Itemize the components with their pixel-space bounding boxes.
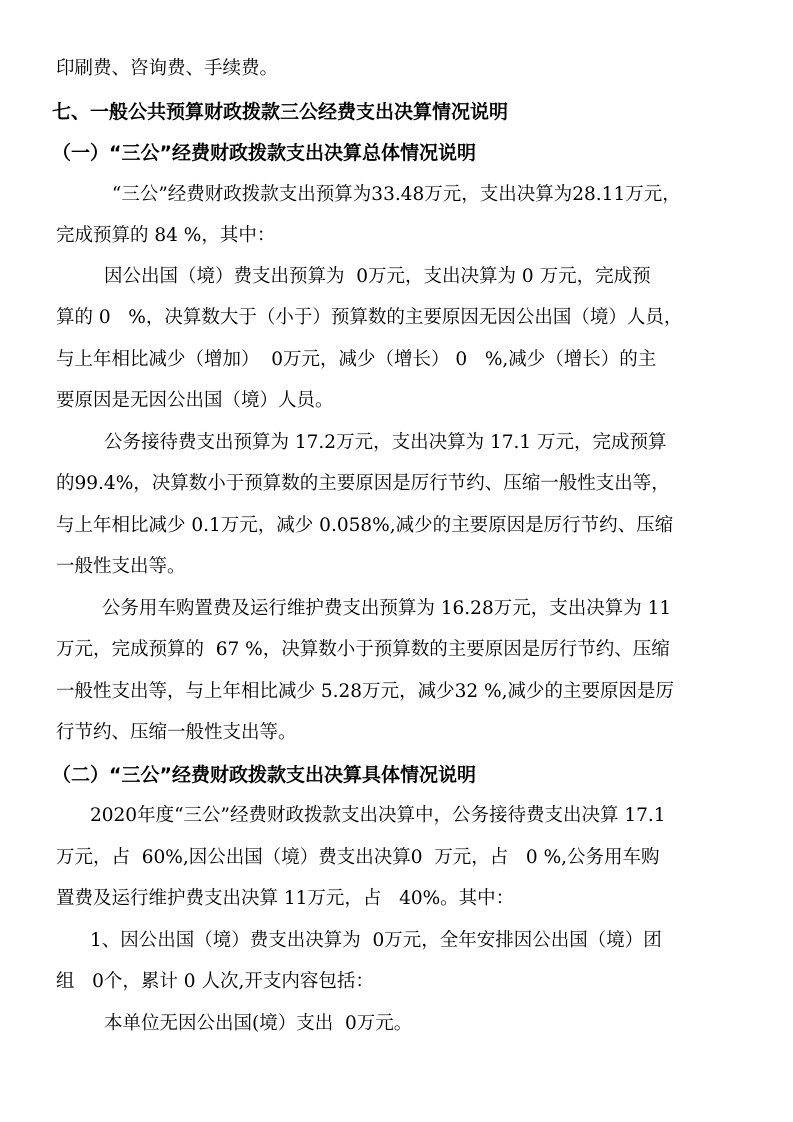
text-line-11: 的99.4%，决算数小于预算数的主要原因是厉行节约、压缩一般性支出等，	[56, 473, 670, 494]
subheading-1: （一）“三公”经费财政拨款支出决算总体情况说明	[52, 142, 476, 164]
text-line-24: 本单位无因公出国(境）支出 0万元。	[104, 1013, 413, 1034]
text-line-6: 因公出国（境）费支出预算为 0万元，支出决算为 0 万元，完成预	[104, 266, 651, 287]
text-line-12: 与上年相比减少 0.1万元，减少 0.058%,减少的主要原因是厉行节约、压缩	[56, 515, 674, 536]
text-line-19: 2020年度“三公”经费财政拨款支出决算中，公务接待费支出决算 17.1	[90, 805, 666, 826]
text-line-17: 行节约、压缩一般性支出等。	[56, 722, 297, 743]
text-line-1: 印刷费、咨询费、手续费。	[56, 58, 279, 79]
text-line-9: 要原因是无因公出国（境）人员。	[56, 390, 334, 411]
subheading-2: （二）“三公”经费财政拨款支出决算具体情况说明	[52, 764, 476, 786]
text-line-23: 组 0个，累计 0 人次,开支内容包括：	[56, 971, 374, 992]
text-line-4: “三公”经费财政拨款支出预算为33.48万元，支出决算为28.11万元，	[106, 184, 681, 205]
section-heading-7: 七、一般公共预算财政拨款三公经费支出决算情况说明	[52, 101, 509, 123]
text-line-7: 算的 0 %，决算数大于（小于）预算数的主要原因无因公出国（境）人员，	[56, 307, 683, 328]
text-line-5: 完成预算的 84 %，其中：	[56, 225, 276, 246]
text-line-13: 一般性支出等。	[56, 556, 186, 577]
text-line-22: 1、因公出国（境）费支出决算为 0万元，全年安排因公出国（境）团	[90, 930, 662, 951]
text-line-21: 置费及运行维护费支出决算 11万元，占 40%。其中：	[56, 888, 515, 909]
text-line-20: 万元，占 60%,因公出国（境）费支出决算0 万元，占 0 %,公务用车购	[56, 847, 660, 868]
text-line-10: 公务接待费支出预算为 17.2万元，支出决算为 17.1 万元，完成预算	[104, 432, 667, 453]
text-line-14: 公务用车购置费及运行维护费支出预算为 16.28万元，支出决算为 11	[96, 598, 672, 619]
text-line-16: 一般性支出等，与上年相比减少 5.28万元，减少32 %,减少的主要原因是厉	[56, 681, 674, 702]
text-line-15: 万元，完成预算的 67 %，决算数小于预算数的主要原因是厉行节约、压缩	[56, 639, 670, 660]
text-line-8: 与上年相比减少（增加） 0万元，减少（增长） 0 %,减少（增长）的主	[56, 349, 657, 370]
